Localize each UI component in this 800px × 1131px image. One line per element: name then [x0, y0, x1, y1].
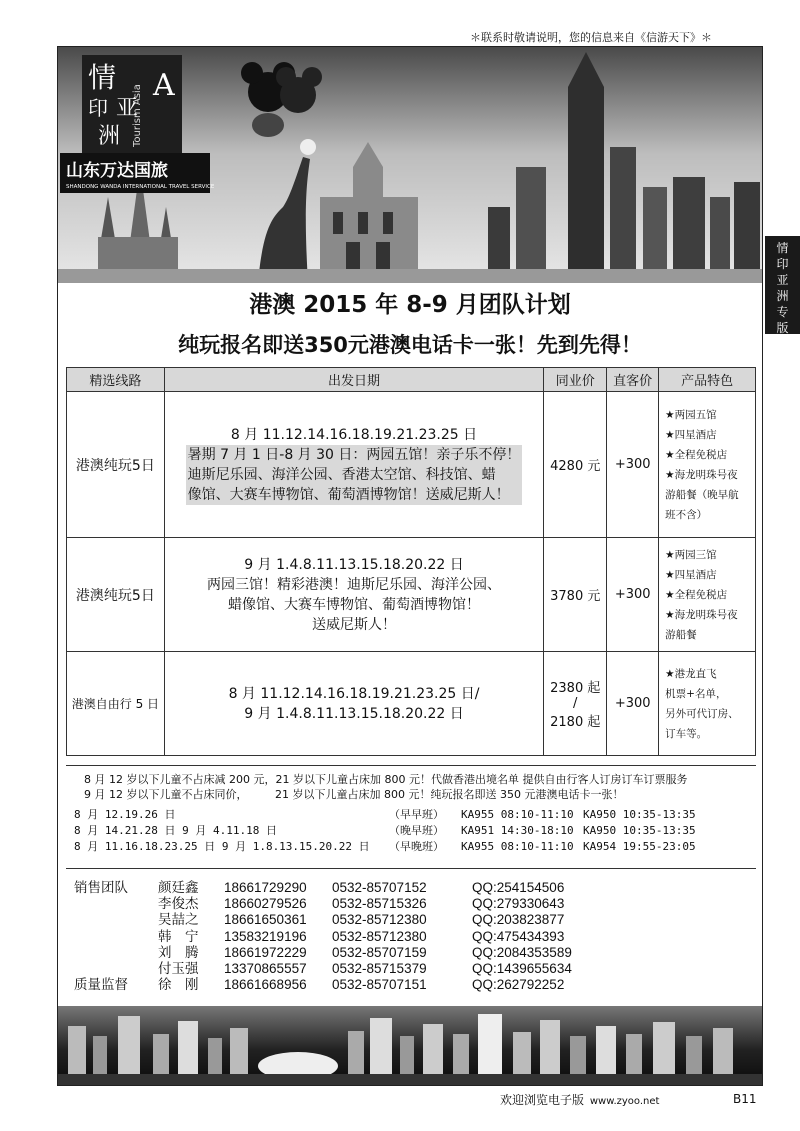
flight-row: [74, 838, 754, 854]
flight-slot: （早晚班）: [389, 840, 444, 853]
divider: [66, 765, 756, 766]
flight-outbound: KA955 08:10-11:10: [461, 840, 574, 853]
footer-url[interactable]: www.zyoo.net: [589, 1096, 660, 1107]
member-name: 付玉强: [158, 961, 199, 976]
direct-price: +300: [607, 392, 659, 538]
table-header-row: [67, 368, 756, 392]
flight-outbound: KA955 08:10-11:10: [461, 808, 574, 821]
divider: [66, 868, 756, 869]
member-mobile: 18661650361: [224, 912, 307, 927]
brand-block: [60, 153, 215, 193]
source-note: ＊联系时敬请说明，您的信息来自《信游天下》＊: [470, 31, 712, 44]
side-tab-char: 亚: [776, 273, 789, 287]
flight-return: KA950 10:35-13:35: [583, 808, 696, 821]
page-number: B11: [733, 1092, 757, 1106]
logo-tag: Tourism Asia: [132, 84, 143, 147]
member-phone: 0532-85707152: [332, 880, 427, 895]
member-phone: 0532-85715326: [332, 896, 427, 911]
note-line: 8 月 12 岁以下儿童不占床减 200 元，21 岁以下儿童占床加 800 元！代做香港出境名单 提供自由行客人订房订车订票服务: [84, 773, 688, 786]
member-phone: 0532-85712380: [332, 912, 427, 927]
product-features: [659, 392, 756, 538]
highlight-line: 蜡像馆、大赛车博物馆、葡萄酒博物馆！: [228, 596, 481, 613]
feature-line: ★海龙明珠号夜: [665, 468, 738, 481]
member-qq: QQ:279330643: [472, 896, 565, 911]
member-qq: QQ:262792252: [472, 977, 565, 992]
departure-dates: [164, 392, 544, 538]
night-skyline-photo: [58, 1006, 762, 1085]
company-name-en: SHANDONG WANDA INTERNATIONAL TRAVEL SERVICE: [60, 184, 210, 193]
product-features: [659, 538, 756, 652]
feature-line: 班不含）: [665, 508, 708, 521]
logo-char: A: [153, 68, 175, 103]
member-phone: 0532-85707159: [332, 945, 427, 960]
member-name: 吴喆之: [158, 912, 199, 927]
dates-line: 8 月 11.12.14.16.18.19.21.23.25 日/: [228, 685, 480, 702]
table-row: [67, 392, 756, 538]
feature-line: 订车等。: [665, 727, 708, 740]
header-route: 精选线路: [67, 368, 165, 392]
footer-text: [500, 1091, 659, 1108]
feature-line: ★全程免税店: [665, 588, 728, 601]
promo-line: 纯玩报名即送350元港澳电话卡一张！先到先得！: [178, 333, 642, 357]
member-mobile: 13370865557: [224, 961, 307, 976]
member-mobile: 18661668956: [224, 977, 307, 992]
route-name: 港澳纯玩5日: [67, 538, 165, 652]
feature-line: ★港龙直飞: [665, 667, 717, 680]
sales-team-label: 销售团队: [74, 880, 128, 895]
flight-slot: （晚早班）: [389, 824, 444, 837]
flight-return: KA954 19:55-23:05: [583, 840, 696, 853]
footer-label: 欢迎浏览电子版: [500, 1093, 585, 1107]
departure-dates: [164, 538, 544, 652]
member-name: 徐 刚: [158, 977, 199, 992]
flight-slot: （早早班）: [389, 808, 444, 821]
itinerary-highlight: [186, 445, 523, 505]
trade-price: 3780 元: [544, 538, 607, 652]
departure-dates: [164, 652, 544, 756]
route-name: 港澳自由行 5 日: [67, 652, 165, 756]
highlight-line: 像馆、大赛车博物馆、葡萄酒博物馆！送威尼斯人！: [187, 486, 510, 503]
flight-return: KA950 10:35-13:35: [583, 824, 696, 837]
feature-line: ★海龙明珠号夜: [665, 608, 738, 621]
header-dates: 出发日期: [164, 368, 544, 392]
dates-line: 8 月 11.12.14.16.18.19.21.23.25 日: [230, 426, 478, 443]
member-qq: QQ:475434393: [472, 929, 565, 944]
feature-line: ★四星酒店: [665, 428, 717, 441]
logo-char: 亚: [116, 96, 139, 121]
highlight-line: 迪斯尼乐园、海洋公园、香港太空馆、科技馆、蜡: [187, 466, 496, 483]
feature-line: 游船餐（晚早航: [665, 488, 739, 501]
feature-line: 另外可代订房、: [665, 707, 739, 720]
member-phone: 0532-85715379: [332, 961, 427, 976]
logo-char: 情: [88, 61, 117, 94]
member-qq: QQ:1439655634: [472, 961, 572, 976]
header-direct-price: 直客价: [607, 368, 659, 392]
side-tab-char: 印: [776, 257, 789, 271]
member-phone: 0532-85712380: [332, 929, 427, 944]
highlight-line: 暑期 7 月 1 日-8 月 30 日：两园五馆！亲子乐不停！: [187, 446, 521, 463]
banner-photo: [58, 47, 762, 283]
header-trade-price: 同业价: [544, 368, 607, 392]
feature-line: ★全程免税店: [665, 448, 728, 461]
member-name: 刘 腾: [158, 945, 199, 960]
side-tab-char: 版: [776, 321, 789, 335]
price-line: 2180 起: [550, 715, 601, 730]
trade-price: 4280 元: [544, 392, 607, 538]
member-name: 韩 宁: [158, 929, 199, 944]
direct-price: +300: [607, 652, 659, 756]
member-qq: QQ:254154506: [472, 880, 565, 895]
member-name: 李俊杰: [158, 896, 199, 911]
feature-line: ★两园三馆: [665, 548, 717, 561]
table-row: [67, 538, 756, 652]
note-line: 9 月 12 岁以下儿童不占床同价， 21 岁以下儿童占床加 800 元！纯玩报名即送 350 元港澳电话卡一张！: [84, 788, 624, 801]
trade-price: [544, 652, 607, 756]
skyline-illustration: [58, 1006, 762, 1085]
dates-line: 9 月 1.4.8.11.13.15.18.20.22 日: [244, 556, 464, 573]
highlight-line: 两园三馆！精彩港澳！迪斯尼乐园、海洋公园、: [207, 576, 502, 593]
member-name: 颜廷鑫: [158, 880, 199, 895]
tour-plan-table: [66, 367, 756, 756]
route-name: 港澳纯玩5日: [67, 392, 165, 538]
member-mobile: 18661729290: [224, 880, 307, 895]
logo-char: 印: [88, 96, 108, 120]
feature-line: 机票+名单，: [665, 687, 727, 700]
feature-line: 游船餐: [665, 628, 697, 641]
table-row: [67, 652, 756, 756]
header-features: 产品特色: [659, 368, 756, 392]
company-name-cn: 山东万达国旅: [60, 153, 210, 184]
side-section-tab: [765, 236, 800, 334]
pricing-notes: [66, 772, 756, 802]
flight-dates: 8 月 11.16.18.23.25 日 9 月 1.8.13.15.20.22 日: [74, 840, 370, 853]
side-tab-char: 洲: [776, 289, 789, 303]
flight-dates: 8 月 12.19.26 日: [74, 808, 176, 821]
side-tab-char: 专: [776, 305, 789, 319]
member-mobile: 13583219196: [224, 929, 307, 944]
member-qq: QQ:203823877: [472, 912, 565, 927]
member-qq: QQ:2084353589: [472, 945, 572, 960]
feature-line: ★四星酒店: [665, 568, 717, 581]
member-mobile: 18660279526: [224, 896, 307, 911]
quality-supervision-label: 质量监督: [74, 977, 128, 992]
member-mobile: 18661972229: [224, 945, 307, 960]
dates-line: 9 月 1.4.8.11.13.15.18.20.22 日: [244, 705, 464, 722]
price-line: /: [573, 696, 578, 711]
price-line: 2380 起: [550, 681, 601, 696]
product-features: [659, 652, 756, 756]
flight-row: [74, 806, 754, 822]
member-phone: 0532-85707151: [332, 977, 427, 992]
side-tab-char: 情: [776, 241, 789, 255]
page-headline: 港澳 2015 年 8-9 月团队计划: [249, 292, 571, 318]
flight-dates: 8 月 14.21.28 日 9 月 4.11.18 日: [74, 824, 277, 837]
logo-char: 洲: [98, 124, 121, 149]
highlight-line: 送威尼斯人！: [312, 616, 397, 633]
feature-line: ★两园五馆: [665, 408, 717, 421]
direct-price: +300: [607, 538, 659, 652]
flight-outbound: KA951 14:30-18:10: [461, 824, 574, 837]
flight-row: [74, 822, 754, 838]
